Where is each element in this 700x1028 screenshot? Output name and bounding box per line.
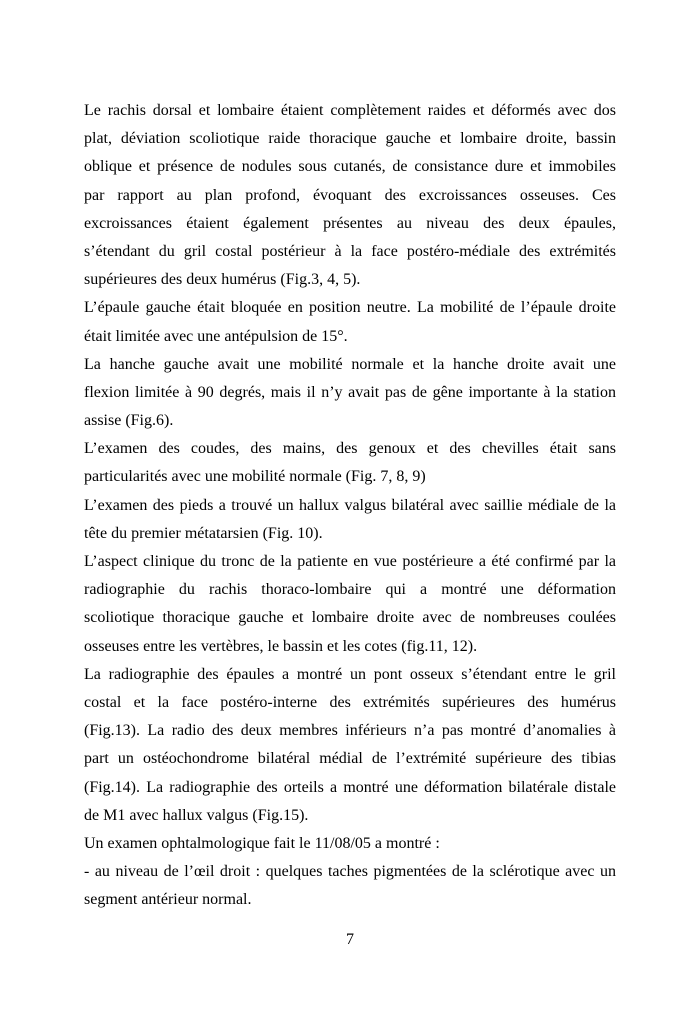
text-line: L’aspect clinique du tronc de la patiente en vue postérieure a été confirmé par la xyxy=(84,553,616,570)
text-line: assise (Fig.6). xyxy=(84,412,174,430)
body-text xyxy=(84,97,616,914)
text-line: particularités avec une mobilité normale (Fig. 7, 8, 9) xyxy=(84,468,426,486)
text-line: était limitée avec une antépulsion de 15°. xyxy=(84,327,348,345)
text-line: L’examen des pieds a trouvé un hallux valgus bilatéral avec saillie médiale de la xyxy=(84,496,616,514)
text-line: excroissances étaient également présentes au niveau des deux épaules, xyxy=(84,214,616,232)
text-line: L’épaule gauche était bloquée en position neutre. La mobilité de l’épaule droite xyxy=(84,299,616,317)
text-line: s’étendant du gril costal postérieur à la face postéro-médiale des extrémités xyxy=(84,242,616,260)
text-line: La radiographie des épaules a montré un pont osseux s’étendant entre le gril xyxy=(84,665,616,683)
text-line: oblique et présence de nodules sous cutanés, de consistance dure et immobiles xyxy=(84,158,616,176)
text-line: osseuses entre les vertèbres, le bassin et les cotes (fig.11, 12). xyxy=(84,637,478,655)
text-line: scoliotique thoracique gauche et lombaire droite avec de nombreuses coulées xyxy=(84,609,616,627)
text-line: par rapport au plan profond, évoquant des excroissances osseuses. Ces xyxy=(84,186,616,204)
text-line: supérieures des deux humérus (Fig.3, 4, 5). xyxy=(84,271,361,289)
text-line: - au niveau de l’œil droit : quelques taches pigmentées de la sclérotique avec un xyxy=(84,863,616,881)
text-line: part un ostéochondrome bilatéral médial de l’extrémité supérieure des tibias xyxy=(84,750,616,768)
text-line: flexion limitée à 90 degrés, mais il n’y avait pas de gêne importante à la station xyxy=(84,383,616,401)
text-line: Un examen ophtalmologique fait le 11/08/05 a montré : xyxy=(84,834,440,852)
text-line: de M1 avec hallux valgus (Fig.15). xyxy=(84,806,309,824)
text-line: L’examen des coudes, des mains, des genoux et des chevilles était sans xyxy=(84,440,616,458)
page-number: 7 xyxy=(346,931,354,948)
text-line: costal et la face postéro-interne des extrémités supérieures des humérus xyxy=(84,693,616,711)
text-line: (Fig.14). La radiographie des orteils a montré une déformation bilatérale distale xyxy=(84,778,616,796)
text-line: Le rachis dorsal et lombaire étaient complètement raides et déformés avec dos xyxy=(84,102,616,119)
text-line: plat, déviation scoliotique raide thoracique gauche et lombaire droite, bassin xyxy=(84,130,616,148)
text-line: (Fig.13). La radio des deux membres inférieurs n’a pas montré d’anomalies à xyxy=(84,722,616,740)
text-line: segment antérieur normal. xyxy=(84,891,252,909)
text-line: radiographie du rachis thoraco-lombaire qui a montré une déformation xyxy=(84,581,616,599)
text-line: La hanche gauche avait une mobilité normale et la hanche droite avait une xyxy=(84,355,616,373)
text-line: tête du premier métatarsien (Fig. 10). xyxy=(84,524,323,542)
